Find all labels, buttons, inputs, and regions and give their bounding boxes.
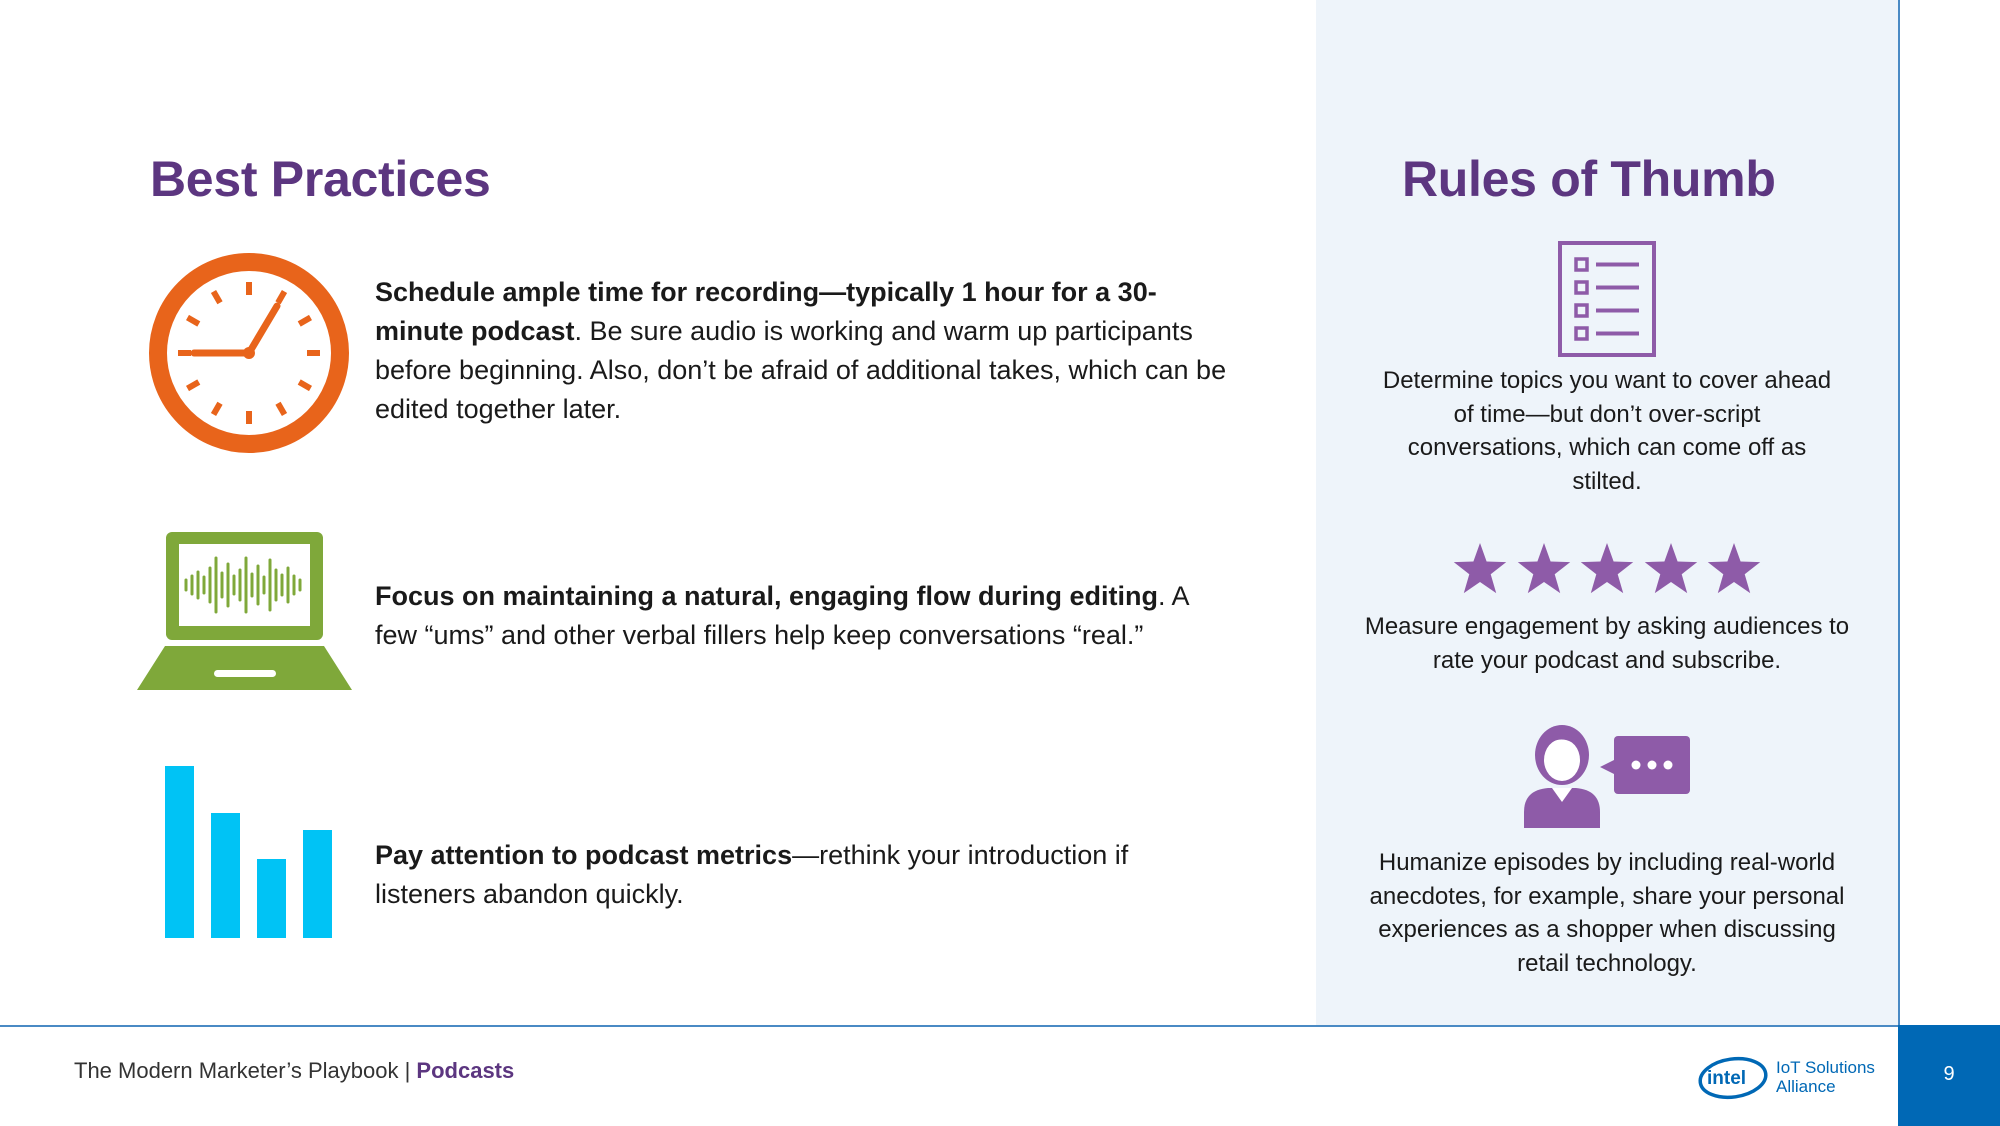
practice-bold: Focus on maintaining a natural, engaging flow during editing (375, 581, 1158, 611)
five-stars-icon (1452, 540, 1762, 596)
rule-item-humanize (1316, 720, 1898, 980)
clock-icon (148, 252, 350, 454)
footer-separator: | (404, 1058, 411, 1083)
page-number-box (1898, 1025, 2000, 1126)
practice-bold: Pay attention to podcast metrics (375, 840, 793, 870)
logo-alliance-text (1776, 1058, 1875, 1096)
rule-text: Humanize episodes by including real-world anecdotes, for example, share your personal experiences as a shopper when discussing retail technology. (1369, 849, 1845, 977)
footer-divider (0, 1025, 1898, 1027)
footer-doc-title (74, 1058, 514, 1084)
page-number: 9 (1943, 1063, 1955, 1085)
laptop-waveform-icon (137, 528, 352, 690)
bar-chart-icon (165, 766, 335, 938)
practice-text (375, 273, 1235, 429)
footer-title: The Modern Marketer’s Playbook (74, 1058, 399, 1083)
practice-text (375, 577, 1235, 655)
practice-body: —rethink your introduction if listeners abandon quickly. (375, 840, 1129, 909)
checklist-icon (1557, 240, 1657, 358)
logo-brand: intel (1707, 1068, 1747, 1089)
best-practices-title: Best Practices (150, 151, 491, 207)
right-border (1898, 0, 1900, 1025)
person-speech-bubble-icon (1524, 720, 1690, 828)
practice-bold: Schedule ample time for recording—typically 1 hour for a 30-minute podcast (375, 277, 1157, 346)
intel-logo-icon (1697, 1050, 1771, 1102)
footer-section: Podcasts (416, 1058, 515, 1083)
rules-of-thumb-title: Rules of Thumb (1402, 151, 1776, 207)
logo-line1: IoT Solutions (1776, 1058, 1875, 1077)
logo-line2: Alliance (1776, 1077, 1836, 1096)
rule-item-topics (1316, 240, 1898, 498)
practice-body: . A few “ums” and other verbal fillers help keep conversations “real.” (375, 581, 1189, 650)
rule-text: Measure engagement by asking audiences to rate your podcast and subscribe. (1364, 613, 1850, 674)
practice-text (375, 836, 1235, 914)
rule-item-engagement (1316, 540, 1898, 677)
rule-text: Determine topics you want to cover ahead of time—but don’t over-script conversations, which can come off as stilted. (1382, 367, 1832, 495)
practice-body: . Be sure audio is working and warm up participants before beginning. Also, don’t be afraid of additional takes, which can be edited together later. (375, 316, 1227, 424)
